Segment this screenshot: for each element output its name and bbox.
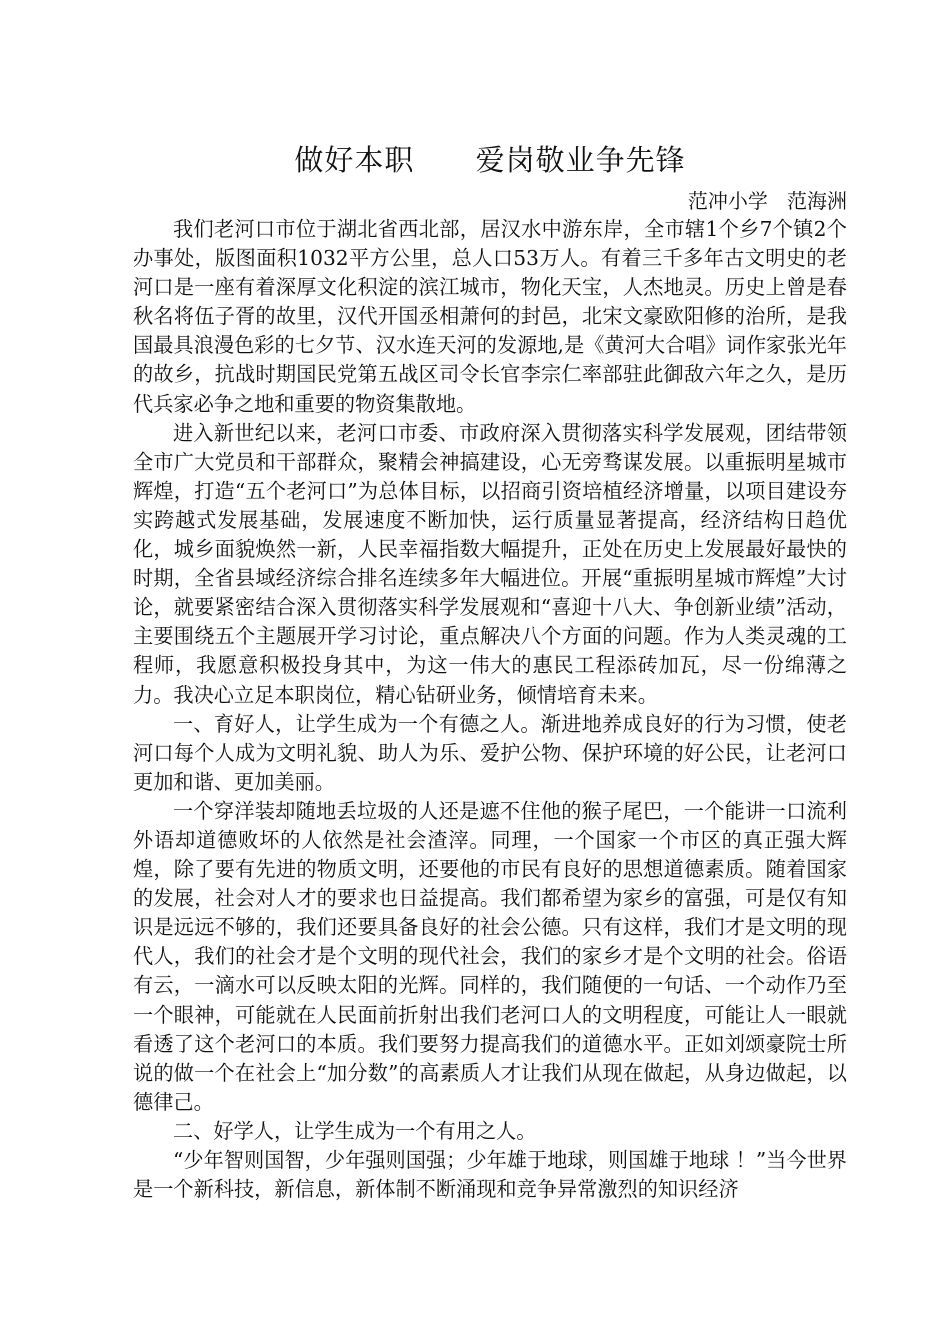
paragraph-new-century: 进入新世纪以来，老河口市委、市政府深入贯彻落实科学发展观，团结带领全市广大党员和干部群众，聚精会神搞建设，心无旁骛谋发展。以重振明星城市辉煌，打造“五个老河口”为总体目标，以招商引资培植经济增量，以项目建设夯实跨越式发展基础，发展速度不断加快，运行质量显著提高，经济结构日趋优化，城乡面貌焕然一新，人民幸福指数大幅提升，正处在历史上发展最好最快的时期，全省县域经济综合排名连续多年大幅进位。开展“重振明星城市辉煌”大讨论，就要紧密结合深入贯彻落实科学发展观和“喜迎十八大、争创新业绩”活动，主要围绕五个主题展开学习讨论，重点解决八个方面的问题。作为人类灵魂的工程师，我愿意积极投身其中，为这一伟大的惠民工程添砖加瓦，尽一份绵薄之力。我决心立足本职岗位，精心钻研业务，倾情培育未来。 <box>133 420 847 707</box>
paragraph-youth: “少年智则国智，少年强则国强；少年雄于地球，则国雄于地球 ！”当今世界是一个新科技，新信息，新体制不断涌现和竞争异常激烈的知识经济 <box>133 1148 847 1202</box>
document-body <box>133 215 847 1204</box>
document-title: 做好本职 爱岗敬业争先锋 <box>294 143 686 177</box>
document-page <box>133 0 847 1342</box>
paragraph-morality: 一个穿洋装却随地丢垃圾的人还是遮不住他的猴子尾巴，一个能讲一口流利外语却道德败坏的人依然是社会渣滓。同理，一个国家一个市区的真正强大辉煌，除了要有先进的物质文明，还要他的市民有良好的思想道德素质。随着国家的发展，社会对人才的要求也日益提高。我们都希望为家乡的富强，可是仅有知识是远远不够的，我们还要具备良好的社会公德。只有这样，我们才是文明的现代人，我们的社会才是个文明的现代社会，我们的家乡才是个文明的社会。俗语有云，一滴水可以反映太阳的光辉。同样的，我们随便的一句话、一个动作乃至一个眼神，可能就在人民面前折射出我们老河口人的文明程度，可能让人一眼就看透了这个老河口的本质。我们要努力提高我们的道德水平。正如刘颂豪院士所说的做一个在社会上“加分数”的高素质人才让我们从现在做起，从身边做起，以德律己。 <box>133 798 847 1114</box>
author-byline: 范冲小学 范海洲 <box>687 189 847 213</box>
paragraph-section-two: 二、好学人，让学生成为一个有用之人。 <box>173 1118 537 1143</box>
paragraph-section-one: 一、育好人，让学生成为一个有德之人。渐进地养成良好的行为习惯，使老河口每个人成为文明礼貌、助人为乐、爱护公物、保护环境的好公民，让老河口更加和谐、更加美丽。 <box>133 711 847 794</box>
paragraph-intro: 我们老河口市位于湖北省西北部，居汉水中游东岸，全市辖1个乡7个镇2个办事处，版图面积1032平方公里，总人口53万人。有着三千多年古文明史的老河口是一座有着深厚文化积淀的滨江城市，物化天宝，人杰地灵。历史上曾是春秋名将伍子胥的故里，汉代开国丞相萧何的封邑，北宋文豪欧阳修的治所，是我国最具浪漫色彩的七夕节、汉水连天河的发源地,是《黄河大合唱》词作家张光年的故乡，抗战时期国民党第五战区司令长官李宗仁率部驻此御敌六年之久，是历代兵家必争之地和重要的物资集散地。 <box>133 217 847 416</box>
